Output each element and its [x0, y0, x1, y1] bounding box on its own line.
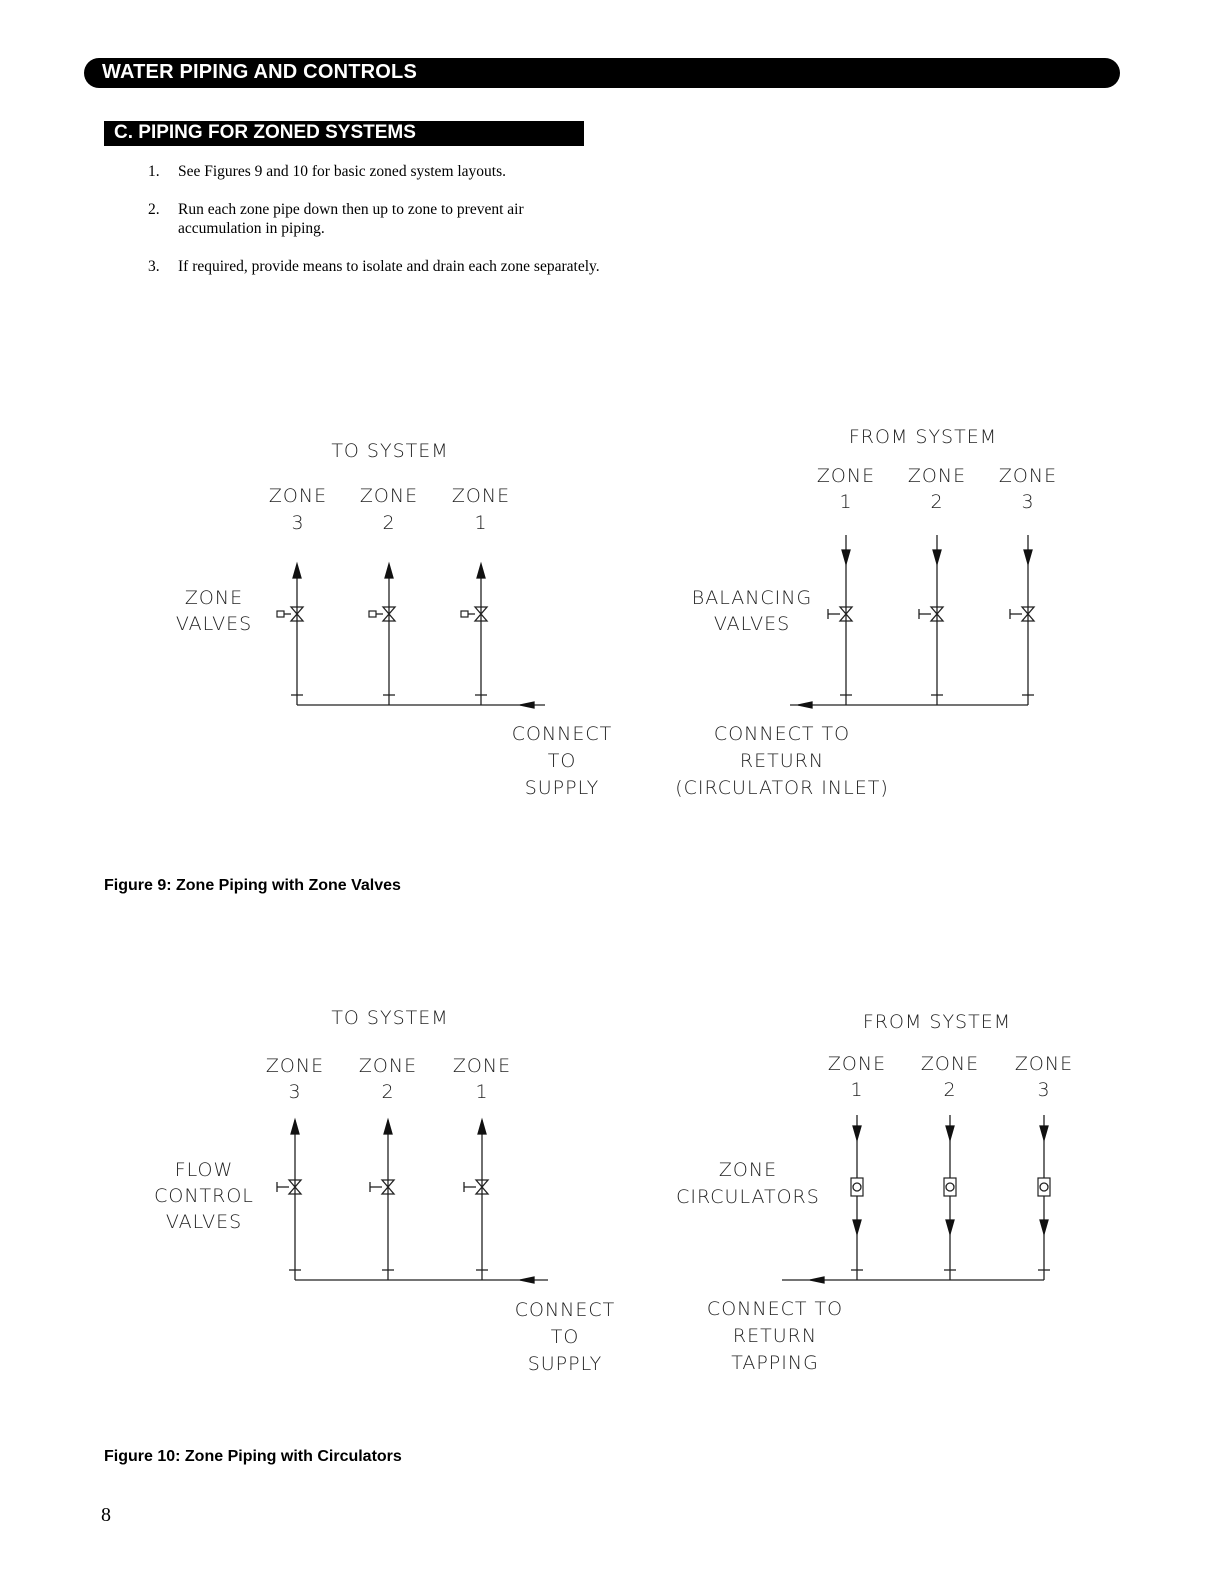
step-number: 3. — [148, 258, 160, 275]
zone-word: ZONE — [358, 1055, 418, 1077]
figure-9-caption: Figure 9: Zone Piping with Zone Valves — [104, 877, 401, 894]
zone-number: 2 — [930, 491, 944, 513]
fig9-left-connect-line: SUPPLY — [524, 777, 600, 799]
zone-word: ZONE — [1014, 1053, 1074, 1075]
flow-arrow-up-icon — [385, 564, 393, 578]
flow-arrow-up-icon — [478, 1120, 486, 1134]
fig10-right-label-line: ZONE — [718, 1159, 778, 1181]
fig10-left-zone-headers — [266, 1055, 511, 1103]
fig9-right-connect-line: RETURN — [739, 750, 825, 772]
step-item — [148, 200, 608, 238]
fig10-right-label-line: CIRCULATORS — [676, 1186, 820, 1208]
zone-number: 3 — [1021, 491, 1035, 513]
flow-arrow-left-icon — [810, 1277, 824, 1283]
zone-word: ZONE — [268, 485, 328, 507]
fig10-left-label-line: CONTROL — [154, 1185, 254, 1207]
zone-number: 1 — [474, 512, 488, 534]
fig10-left-connect-line: CONNECT — [514, 1299, 616, 1321]
flow-arrow-up-icon — [477, 564, 485, 578]
fig9-right-label-line: VALVES — [713, 613, 791, 635]
zone-word: ZONE — [452, 1055, 512, 1077]
zone-number: 1 — [475, 1081, 489, 1103]
fig9-left-connect-line: CONNECT — [511, 723, 613, 745]
flow-arrow-down-icon — [1040, 1220, 1048, 1234]
circulator-pump-icon — [1038, 1178, 1050, 1196]
step-number: 1. — [148, 163, 160, 180]
fig9-right-title: FROM SYSTEM — [848, 426, 998, 448]
page-number: 8 — [101, 1504, 111, 1526]
fig10-left-label-line: VALVES — [165, 1211, 243, 1233]
zone-number: 1 — [850, 1079, 864, 1101]
circulator-pump-icon — [944, 1178, 956, 1196]
flow-arrow-left-icon — [520, 1277, 534, 1283]
fig9-right-connect-line: (CIRCULATOR INLET) — [675, 777, 889, 799]
flow-arrow-left-icon — [520, 702, 534, 708]
step-item — [148, 162, 608, 181]
zone-number: 3 — [288, 1081, 302, 1103]
flow-arrow-down-icon — [842, 550, 850, 564]
zone-word: ZONE — [998, 465, 1058, 487]
flow-arrow-up-icon — [384, 1120, 392, 1134]
zone-word: ZONE — [907, 465, 967, 487]
fig9-left-piping — [277, 564, 545, 708]
step-text: If required, provide means to isolate and drain each zone separately. — [178, 258, 600, 275]
fig9-left-connect-line: TO — [547, 750, 577, 772]
flow-arrow-up-icon — [291, 1120, 299, 1134]
header-bar — [84, 58, 1120, 88]
fig10-left-title: TO SYSTEM — [331, 1007, 449, 1029]
figure-10-diagram — [0, 990, 1210, 1390]
flow-arrow-down-icon — [853, 1126, 861, 1140]
fig10-right-connect-line: CONNECT TO — [706, 1298, 844, 1320]
zone-word: ZONE — [827, 1053, 887, 1075]
flow-arrow-down-icon — [1024, 550, 1032, 564]
zone-number: 3 — [291, 512, 305, 534]
flow-arrow-down-icon — [946, 1220, 954, 1234]
zone-word: ZONE — [265, 1055, 325, 1077]
zone-number: 2 — [382, 512, 396, 534]
fig9-left-label-line: VALVES — [175, 613, 253, 635]
zone-number: 1 — [839, 491, 853, 513]
fig10-left-connect-line: SUPPLY — [527, 1353, 603, 1375]
fig10-right-piping — [782, 1115, 1050, 1283]
fig9-left-zone-headers — [269, 485, 510, 534]
zone-number: 2 — [943, 1079, 957, 1101]
fig10-right-zone-headers — [828, 1053, 1073, 1101]
step-item — [148, 257, 608, 276]
fig9-right-piping — [790, 535, 1034, 708]
flow-arrow-down-icon — [933, 550, 941, 564]
steps-list — [148, 162, 608, 295]
fig10-left-label-line: FLOW — [174, 1159, 234, 1181]
fig10-left-piping — [277, 1120, 548, 1283]
fig10-right-title: FROM SYSTEM — [862, 1011, 1012, 1033]
fig9-left-title: TO SYSTEM — [331, 440, 449, 462]
circulator-pump-icon — [851, 1178, 863, 1196]
step-text: See Figures 9 and 10 for basic zoned system layouts. — [178, 163, 507, 180]
flow-arrow-up-icon — [293, 564, 301, 578]
fig10-right-connect-line: TAPPING — [731, 1352, 819, 1374]
flow-arrow-down-icon — [853, 1220, 861, 1234]
section-title: C. PIPING FOR ZONED SYSTEMS — [114, 122, 416, 143]
fig9-right-zone-headers — [817, 465, 1057, 513]
step-number: 2. — [148, 201, 160, 218]
zone-word: ZONE — [816, 465, 876, 487]
fig9-right-label-line: BALANCING — [691, 587, 813, 609]
zone-word: ZONE — [451, 485, 511, 507]
flow-arrow-down-icon — [946, 1126, 954, 1140]
page-header-title: WATER PIPING AND CONTROLS — [102, 61, 417, 83]
figure-10-caption: Figure 10: Zone Piping with Circulators — [104, 1448, 402, 1465]
section-bar — [104, 121, 584, 146]
fig10-left-connect-line: TO — [550, 1326, 580, 1348]
zone-word: ZONE — [359, 485, 419, 507]
zone-number: 2 — [381, 1081, 395, 1103]
zone-number: 3 — [1037, 1079, 1051, 1101]
flow-arrow-left-icon — [798, 702, 812, 708]
zone-word: ZONE — [920, 1053, 980, 1075]
step-text: Run each zone pipe down then up to zone to prevent air accumulation in piping. — [178, 201, 524, 237]
figure-9-diagram — [0, 410, 1210, 830]
flow-arrow-down-icon — [1040, 1126, 1048, 1140]
fig9-right-connect-line: CONNECT TO — [713, 723, 851, 745]
fig9-left-label-line: ZONE — [184, 587, 244, 609]
fig10-right-connect-line: RETURN — [732, 1325, 818, 1347]
